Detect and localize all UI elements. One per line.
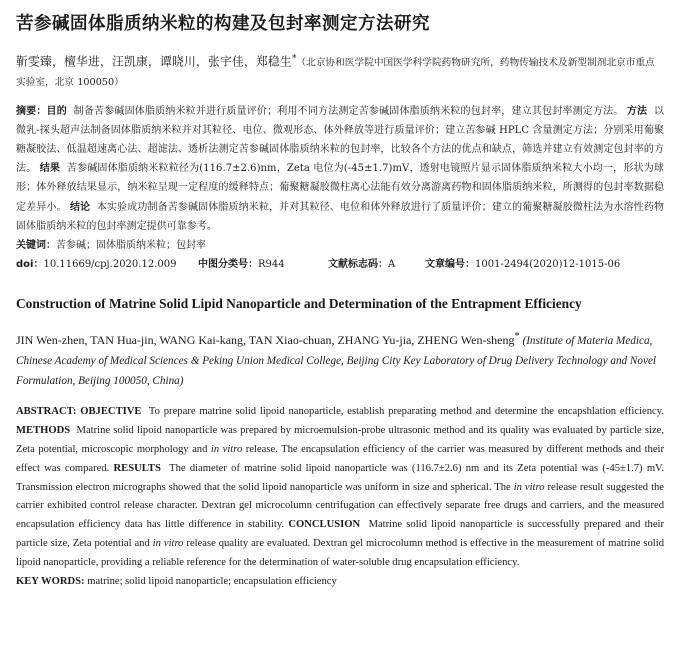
doccode-value: A (388, 258, 396, 270)
en-methods-label: METHODS (16, 424, 71, 436)
cn-objective-text: 制备苦参碱固体脂质纳米粒并进行质量评价；利用不同方法测定苦参碱固体脂质纳米粒的包封率，建立其包封率测定方法。 (73, 105, 624, 117)
en-keywords-text: matrine; solid lipoid nanoparticle; encapsulation efficiency (87, 576, 337, 588)
article-number (425, 255, 620, 274)
en-methods-invitro: in vitro (210, 443, 243, 455)
cn-abstract (16, 102, 664, 236)
cn-abstract-label: 摘要： (16, 105, 47, 117)
cn-conclusion-text: 本实验成功制备苦参碱固体脂质纳米粒，并对其粒径、电位和体外释放进行了质量评价；建立的葡聚糖凝胶微柱法为水溶性药物固体脂质纳米粒的包封率测定提供可靠参考。 (16, 201, 664, 232)
clc-number (198, 255, 328, 274)
en-conclusion-label: CONCLUSION (288, 519, 361, 531)
doccode-label: 文献标志码： (328, 258, 388, 270)
cn-article-meta (16, 255, 664, 274)
cn-methods-text: 以微乳-探头超声法制备固体脂质纳米粒并对其粒径、电位、微观形态、体外释放等进行质量评价；建立苦参碱 HPLC 含量测定方法；分别采用葡聚糖凝胶法、低温超速离心法、超滤法、透析法测定苦参碱固体脂质纳米粒的包封率，比较各个方法的优点和缺点，筛选并建立有效测定包封率的方法。 (16, 105, 665, 175)
en-methods-text-2: release. The encapsulation efficiency of the carrier was measured by different methods and their effect was compared. (16, 443, 664, 474)
cn-methods-label: 方法 (626, 105, 648, 117)
cn-keywords (16, 236, 664, 255)
document-code (328, 255, 425, 274)
en-results-text-1: The diameter of matrine solid lipoid nanoparticle was (116.7±2.6) nm and its Zeta potential was (-45±1.7) mV. Transmission electron micrographs showed that the solid lipoid nanoparticle was uniform in size and spherical. The (16, 462, 664, 493)
cn-title: 苦参碱固体脂质纳米粒的构建及包封率测定方法研究 (16, 14, 430, 34)
doi-label: doi： (16, 258, 44, 270)
cn-author-block (16, 50, 664, 92)
en-abstract (16, 403, 664, 573)
en-methods-text-1: Matrine solid lipoid nanoparticle was prepared by microemulsion-probe ultrasonic method and its quality was evaluated by particle size, Zeta potential, microscopic morphology and (16, 424, 665, 455)
en-objective-label: OBJECTIVE (80, 405, 142, 417)
cn-affiliation: （北京协和医学院中国医学科学院药物研究所，药物传输技术及新型制剂北京市重点实验室，北京 100050） (16, 57, 655, 88)
en-keywords (16, 573, 664, 592)
en-results-text-2: release result suggested the carrier exhibited control release character. Dextran gel microcolumn centrifugation can effectively separate free drugs and carriers, and the measured encapsulation efficiency data has little difference in stability. (16, 481, 665, 531)
en-keywords-label: KEY WORDS: (16, 576, 85, 588)
en-affiliation: (Institute of Materia Medica, Chinese Academy of Medical Sciences & Peking Union Medical College, Beijing City Key Laboratory of Drug Delivery Technology and Novel Formulation, Beijing 100050, China) (16, 334, 657, 387)
doi (16, 255, 198, 274)
en-abstract-label: ABSTRACT: (16, 405, 77, 417)
en-conclusion-text-2: release quality are evaluated. Dextran gel microcolumn method is effective in the measurement of matrine solid lipoid nanoparticle, providing a reliable reference for the determination of water-soluble drug encapsulation efficiency. (16, 538, 664, 569)
cn-conclusion-label: 结论 (69, 201, 91, 213)
cn-objective-label: 目的 (46, 105, 67, 117)
en-objective-text: To prepare matrine solid lipoid nanoparticle, establish preparating method and determine the encapshlation efficiency. (148, 405, 664, 417)
articleno-label: 文章编号： (425, 258, 475, 270)
cn-results-text: 苦参碱固体脂质纳米粒粒径为(116.7±2.6)nm，Zeta 电位为(-45±1.7)mV，透射电镜照片显示固体脂质纳米粒大小均一，形状为球形；体外释放结果显示，纳米粒呈现一定程度的缓释特点；葡聚糖凝胶微柱离心法能有效分离游离药物和固体脂质纳米粒，所测得的包封率数据稳定差异小。 (16, 163, 664, 213)
cn-authors: 靳雯臻，檀华进，汪凯康，谭晓川，张宇佳，郑稳生 (16, 54, 292, 69)
en-authors: JIN Wen-zhen, TAN Hua-jin, WANG Kai-kang, TAN Xiao-chuan, ZHANG Yu-jia, ZHENG Wen-sheng (16, 332, 515, 347)
clc-label: 中图分类号： (198, 258, 258, 270)
en-author-mark: * (514, 330, 520, 342)
cn-author-mark: * (291, 54, 297, 64)
articleno-value: 1001-2494(2020)12-1015-06 (475, 258, 621, 270)
en-conclusion-invitro: in vitro (152, 538, 184, 550)
cn-keywords-text: 苦参碱；固体脂质纳米粒；包封率 (56, 239, 206, 251)
en-results-label: RESULTS (113, 462, 161, 474)
doi-value: 10.11669/cpj.2020.12.009 (43, 258, 177, 270)
cn-keywords-label: 关键词： (16, 239, 56, 251)
clc-value: R944 (258, 258, 285, 270)
en-title: Construction of Matrine Solid Lipid Nanoparticle and Determination of the Entrapment Efficiency (16, 295, 582, 311)
en-results-invitro: in vitro (513, 481, 545, 493)
en-conclusion-text-1: Matrine solid lipoid nanoparticle is successfully prepared and their particle size, Zeta potential and (16, 519, 665, 550)
cn-results-label: 结果 (39, 163, 61, 175)
en-author-block (16, 327, 664, 391)
